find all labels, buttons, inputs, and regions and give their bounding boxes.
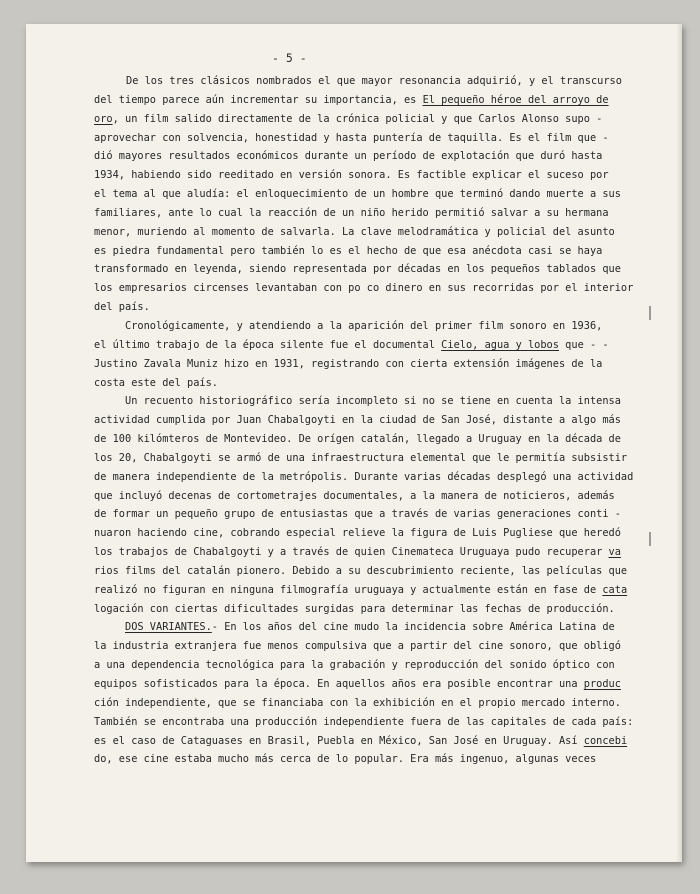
- underlined-title: DOS VARIANTES.: [125, 621, 212, 634]
- line-segment: También se encontraba una producción independiente fuera de las capitales de cada país:: [94, 715, 634, 728]
- line-segment: logación con ciertas dificultades surgidas para determinar las fechas de producción.: [94, 602, 615, 615]
- line-segment: que incluyó decenas de cortometrajes documentales, a la manera de noticieros, además: [94, 489, 615, 502]
- line-segment: Cronológicamente, y atendiendo a la aparición del primer film sonoro en 1936,: [94, 319, 603, 332]
- line-segment: costa este del país.: [94, 376, 218, 389]
- line-segment: del país.: [94, 301, 150, 314]
- text-line: [94, 656, 654, 675]
- line-segment: ción independiente, que se financiaba con la exhibición en el propio mercado interno.: [94, 696, 621, 709]
- line-segment: - En los años del cine mudo la incidencia sobre América Latina de: [211, 621, 615, 634]
- line-segment: 1934, habiendo sido reeditado en versión sonora. Es factible explicar el suceso por: [94, 169, 609, 182]
- underlined-title: produc: [583, 678, 621, 690]
- line-segment: los trabajos de Chabalgoyti y a través de quien Cinemateca Uruguaya pudo recuperar: [94, 546, 609, 559]
- text-line: [94, 713, 654, 732]
- line-segment: , un film salido directamente de la crónica policial y que Carlos Alonso supo -: [112, 112, 603, 125]
- text-line: [94, 675, 654, 694]
- line-segment: nuaron haciendo cine, cobrando especial relieve la figura de Luis Pugliese que heredó: [94, 527, 621, 540]
- underlined-title: Cielo, agua y lobos: [441, 338, 559, 351]
- text-line: [94, 110, 654, 129]
- line-segment: actividad cumplida por Juan Chabalgoyti en la ciudad de San José, distante a algo más: [94, 414, 621, 427]
- text-line: [94, 449, 654, 468]
- line-segment: do, ese cine estaba mucho más cerca de lo popular. Era más ingenuo, algunas veces: [94, 753, 597, 766]
- underlined-title: cata: [602, 583, 628, 596]
- text-line: [94, 430, 654, 449]
- line-segment: equipos sofisticados para la época. En aquellos años era posible encontrar una: [94, 678, 584, 690]
- line-segment: que - -: [558, 338, 609, 351]
- text-line: [94, 355, 654, 374]
- line-segment: aprovechar con solvencia, honestidad y hasta puntería de taquilla. Es el film que -: [94, 131, 609, 144]
- line-segment: de formar un pequeño grupo de entusiastas que a través de varias generaciones conti -: [94, 508, 621, 521]
- text-line: [94, 223, 654, 242]
- text-line: [94, 298, 654, 317]
- underlined-title: va: [608, 546, 621, 559]
- text-line: [94, 129, 654, 148]
- text-line: [94, 732, 654, 751]
- text-line: [94, 392, 654, 411]
- line-segment: el tema al que aludía: el enloquecimiento de un hombre que terminó dando muerte a sus: [94, 188, 621, 201]
- line-segment: el último trabajo de la época silente fue el documental: [94, 338, 442, 351]
- text-line: [94, 487, 654, 506]
- line-segment: [94, 621, 125, 633]
- text-line: [94, 242, 654, 261]
- text-line: [94, 72, 654, 91]
- text-line: [94, 524, 654, 543]
- line-segment: los 20, Chabalgoyti se armó de una infraestructura elemental que le permitía subsistir: [94, 451, 628, 464]
- text-line: [94, 505, 654, 524]
- page-edge-shadow: [676, 24, 682, 862]
- text-line: [94, 166, 654, 185]
- text-line: [94, 618, 654, 637]
- underlined-title: oro: [94, 112, 113, 125]
- line-segment: De los tres clásicos nombrados el que mayor resonancia adquirió, y el transcurso: [126, 75, 622, 87]
- margin-pencil-mark: [649, 532, 651, 546]
- text-line: [94, 336, 654, 355]
- line-segment: a una dependencia tecnológica para la grabación y reproducción del sonido óptico con: [94, 659, 615, 672]
- line-segment: realizó no figuran en ninguna filmografía uruguaya y actualmente están en fase de: [94, 583, 603, 596]
- text-line: [94, 91, 654, 110]
- line-segment: dió mayores resultados económicos durante un período de explotación que duró hasta: [94, 150, 603, 163]
- line-segment: menor, muriendo al momento de salvarla. La clave melodramática y policial del asunto: [94, 225, 615, 238]
- line-segment: del tiempo parece aún incrementar su importancia, es: [94, 93, 423, 106]
- text-line: [94, 581, 654, 600]
- text-line: [94, 750, 654, 769]
- underlined-title: concebi: [583, 734, 628, 747]
- text-line: [94, 374, 654, 393]
- text-line: [94, 468, 654, 487]
- line-segment: familiares, ante lo cual la reacción de un niño herido permitió salvar a su hermana: [94, 206, 609, 219]
- text-line: [94, 562, 654, 581]
- text-line: [94, 600, 654, 619]
- line-segment: es el caso de Cataguases en Brasil, Puebla en México, San José en Uruguay. Así: [94, 734, 584, 747]
- line-segment: de manera independiente de la metrópolis. Durante varias décadas desplegó una actividad: [94, 470, 634, 483]
- text-line: [94, 185, 654, 204]
- line-segment: de 100 kilómteros de Montevideo. De orígen catalán, llegado a Uruguay en la década de: [94, 433, 621, 446]
- body-text: [94, 72, 654, 769]
- text-line: [94, 279, 654, 298]
- line-segment: transformado en leyenda, siendo representada por décadas en los pequeños tablados que: [94, 263, 621, 276]
- text-line: [94, 543, 654, 562]
- text-line: [94, 637, 654, 656]
- text-line: [94, 147, 654, 166]
- text-line: [94, 317, 654, 336]
- line-segment: es piedra fundamental pero también lo es el hecho de que esa anécdota casi se haya: [94, 244, 603, 257]
- line-segment: rios films del catalán pionero. Debido a su descubrimiento reciente, las películas que: [94, 564, 628, 577]
- text-line: [94, 694, 654, 713]
- line-segment: los empresarios circenses levantaban con po co dinero en sus recorridas por el interior: [94, 282, 634, 295]
- underlined-title: El pequeño héroe del arroyo de: [422, 93, 609, 106]
- line-segment: Un recuento historiográfico sería incompleto si no se tiene en cuenta la intensa: [94, 395, 621, 408]
- line-segment: la industria extranjera fue menos compulsiva que a partir del cine sonoro, que obligó: [94, 640, 621, 653]
- line-segment: Justino Zavala Muniz hizo en 1931, registrando con cierta extensión imágenes de la: [94, 357, 603, 370]
- text-line: [94, 260, 654, 279]
- page-number: - 5 -: [272, 51, 307, 65]
- text-line: [94, 204, 654, 223]
- text-line: [94, 411, 654, 430]
- margin-pencil-mark: [649, 306, 651, 320]
